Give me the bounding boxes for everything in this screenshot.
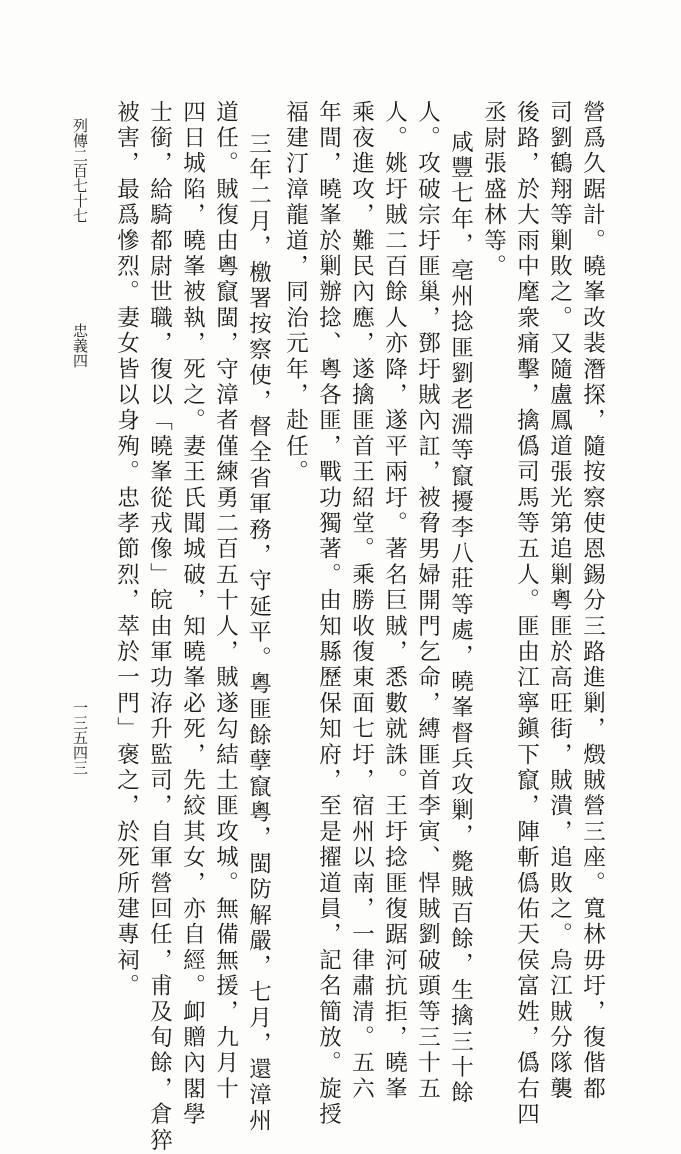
book-section-label: 列傳二百七十七	[71, 118, 89, 223]
page-number: 一三五四三	[71, 700, 89, 775]
text-column: 福建汀漳龍道，同治元年，赴任。	[282, 100, 309, 486]
text-column: 年間，曉峯於剿辦捻、粵各匪，戰功獨著。由知縣歷保知府，至是擢道員，記名簡放。旋授	[315, 100, 342, 1128]
text-column: 三年二月，檄署按察使，督全省軍務，守延平。粵匪餘孽竄粵，閩防解嚴，七月，還漳州	[245, 132, 272, 1135]
text-column: 四日城陷，曉峯被執，死之。妻王氏聞城破，知曉峯必死，先絞其女，亦自經。卹贈內閣學	[179, 100, 206, 1128]
running-footer	[72, 118, 87, 368]
text-column: 人。姚圩賊二百餘人亦降，遂平兩圩。著名巨賊，悉數就誅。王圩捻匪復踞河抗拒，曉峯	[381, 100, 408, 1103]
text-column: 司劉鶴翔等剿敗之。又隨盧鳳道張光第追剿粵匪於高旺街，賊潰，追敗之。烏江賊分隊襲	[546, 100, 573, 1103]
chapter-label: 忠義四	[71, 323, 89, 368]
text-column: 道任。賊復由粵竄閩，守漳者僅練勇二百五十人，賊遂勾結土匪攻城。無備無援，九月十	[212, 100, 239, 1103]
text-column: 乘夜進攻，難民內應，遂擒匪首王紹堂。乘勝收復東面七圩，宿州以南，一律肅清。五六	[348, 100, 375, 1103]
text-column: 後路，於大雨中麾衆痛擊，擒僞司馬等五人。匪由江寧鎭下竄，陣斬僞佑天侯富姓，僞右四	[513, 100, 540, 1128]
text-column: 士銜，給騎都尉世職，復以「曉峯從戎像」皖由軍功洊升監司，自軍營回任，甫及旬餘，倉猝	[146, 100, 173, 1154]
text-column: 被害，最爲慘烈。妻女皆以身殉。忠孝節烈，萃於一門」褒之，於死所建專祠。	[113, 100, 140, 1000]
text-column: 丞尉張盛林等。	[480, 100, 507, 280]
text-column: 人。攻破宗圩匪巢，鄧圩賊內訌，被脅男婦開門乞命，縛匪首李寅、悍賊劉破頭等三十五	[414, 100, 441, 1103]
text-column: 營爲久踞計。曉峯改裴潛探，隨按察使恩錫分三路進剿，燬賊營三座。寬林毋圩，復偕都	[579, 100, 606, 1103]
text-column: 咸豐七年，亳州捻匪劉老淵等竄擾李八莊等處，曉峯督兵攻剿，斃賊百餘，生擒三十餘	[447, 130, 474, 1107]
